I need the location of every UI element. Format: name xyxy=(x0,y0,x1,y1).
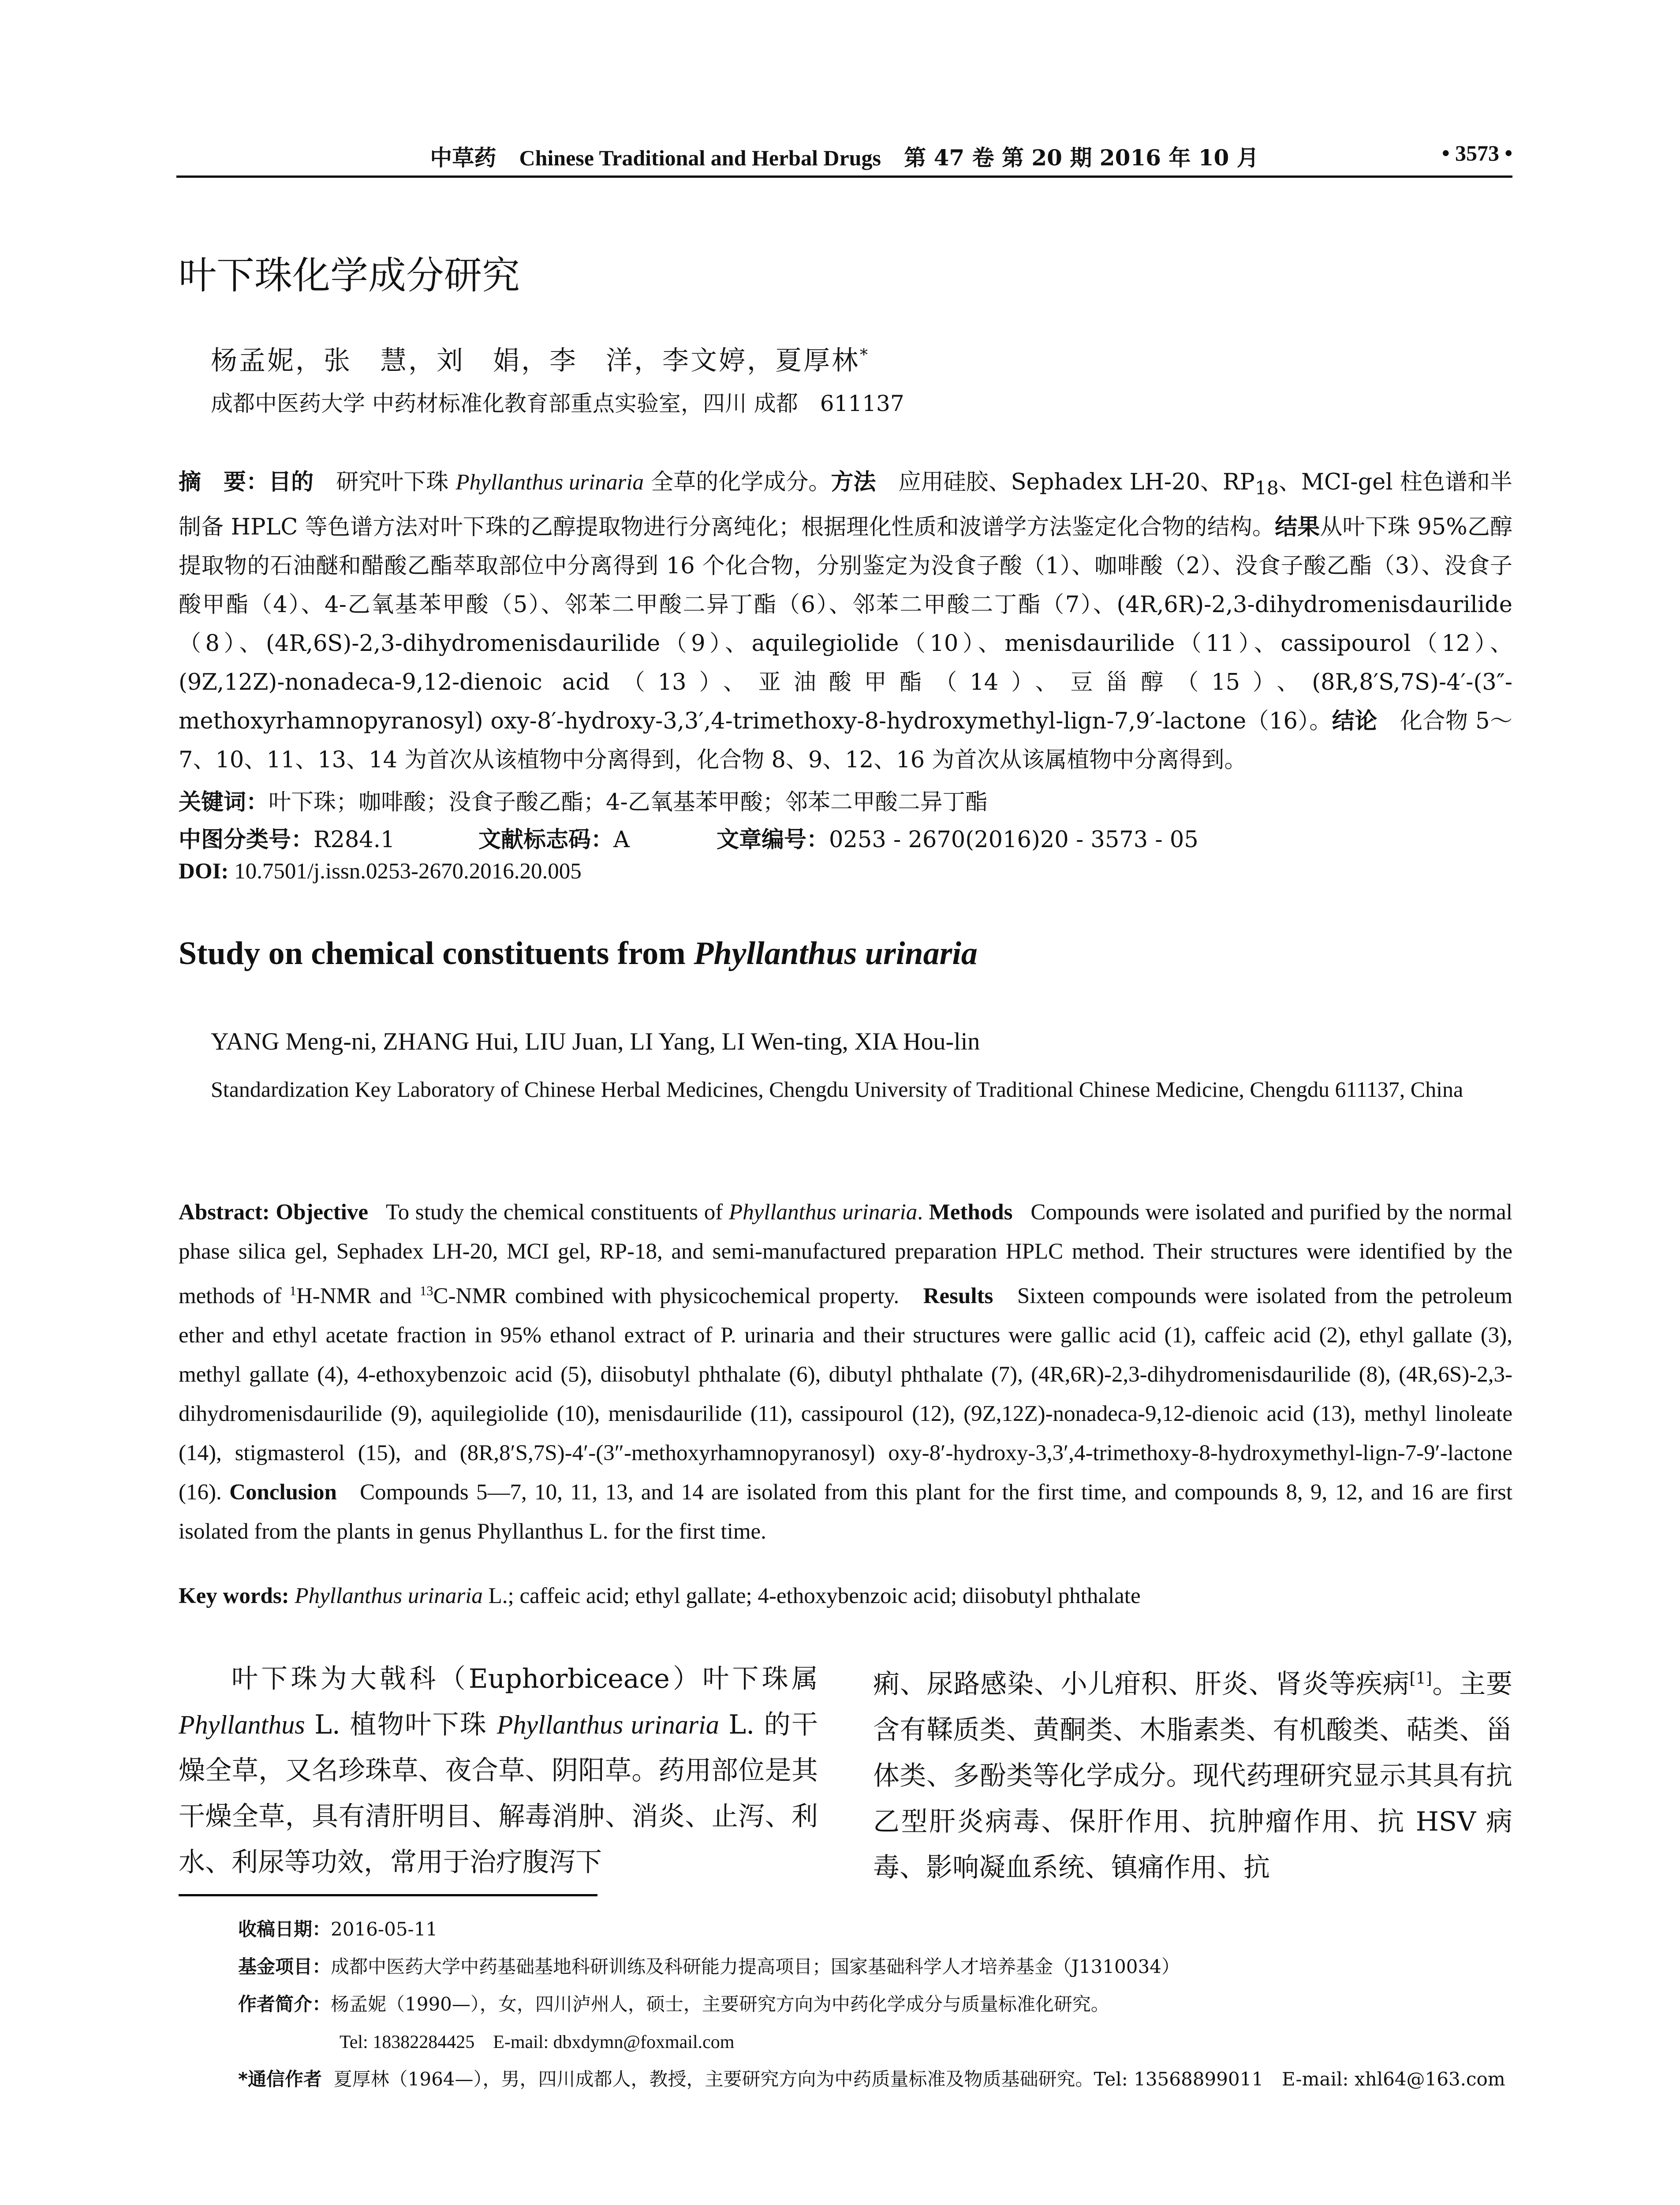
clc-label: 中图分类号： xyxy=(179,827,314,853)
objective-label-zh: 目的 xyxy=(269,469,314,495)
left-b: L. 植物叶下珠 xyxy=(305,1709,497,1740)
header-journal-cn: 中草药 xyxy=(430,145,497,171)
header-journal-line xyxy=(176,140,1512,172)
received-label: 收稿日期： xyxy=(238,1918,331,1940)
doc-code-label: 文献标志码： xyxy=(478,827,614,853)
left-genus: Phyllanthus xyxy=(179,1710,305,1739)
objective-species-zh: Phyllanthus urinaria xyxy=(455,470,644,495)
clc-value: R284.1 xyxy=(314,827,395,853)
left-species: Phyllanthus urinaria xyxy=(497,1710,719,1739)
results-text-en: Sixteen compounds were isolated from the petroleum ether and ethyl acetate fraction in 95% ethanol extract of P. urinaria and their structures were gallic acid (1), caffeic acid (2), ethyl gallate (3), methyl gallate (4), 4-ethoxybenzoic acid (5), diisobutyl phthalate (6), dibutyl phthalate (7), (4R,6R)-2,3-dihydromenisdaurilide (8), (4R,6S)-2,3-dihydromenisdaurilide (9), aquilegiolide (10), menisdaurilide (11), cassipourol (12), (9Z,12Z)-nonadeca-9,12-dienoic acid (13), methyl linoleate (14), stigmasterol (15), and (8R,8′S,7S)-4′-(3″-methoxyrhamnopyranosyl) oxy-8′-hydroxy-3,3′,4-trimethoxy-8-hydroxymethyl-lign-7-9′-lactone (16). xyxy=(179,1284,1512,1505)
objective-b-en: . xyxy=(917,1200,923,1225)
methods-a-zh: 应用硅胶、Sephadex LH-20、RP xyxy=(898,469,1255,495)
objective-species-en: Phyllanthus urinaria xyxy=(728,1200,918,1225)
affiliation-en: Standardization Key Laboratory of Chinese Herbal Medicines, Chengdu University of Traditional Chinese Medicine, Chengdu 611137, China xyxy=(211,1077,1463,1102)
keywords-species-en: Phyllanthus urinaria xyxy=(295,1584,483,1608)
methods-sup2-en: 13 xyxy=(419,1283,433,1298)
methods-sub-zh: 18 xyxy=(1254,478,1279,500)
conclusion-text-en: Compounds 5—7, 10, 11, 13, and 14 are isolated from this plant for the first time, and compounds 8, 9, 12, and 16 are first isolated from the plants in genus Phyllanthus L. for the first time. xyxy=(179,1480,1513,1544)
left-a: 叶下珠为大戟科（Euphorbiceace）叶下珠属 xyxy=(231,1663,818,1694)
title-en-a: Study on chemical constituents from xyxy=(179,935,694,972)
right-b: 。主要含有鞣质类、黄酮类、木脂素类、有机酸类、萜类、甾体类、多酚类等化学成分。现代药理研究显示其具有抗乙型肝炎病毒、保肝作用、抗肿瘤作用、抗 HSV 病毒、影响凝血系统、镇痛作用、抗 xyxy=(873,1669,1513,1883)
body-column-right xyxy=(873,1656,1512,1891)
methods-b-en: H-NMR and xyxy=(296,1284,420,1308)
footnote-corresponding xyxy=(238,2065,1505,2091)
abstract-label-zh: 摘 要： xyxy=(179,469,269,495)
keywords-rest-en: L.; caffeic acid; ethyl gallate; 4-ethoxybenzoic acid; diisobutyl phthalate xyxy=(482,1584,1141,1608)
abstract-label-en: Abstract: xyxy=(179,1200,270,1225)
affiliation-zh: 成都中医药大学 中药材标准化教育部重点实验室，四川 成都 611137 xyxy=(211,391,904,416)
header-rule xyxy=(176,176,1512,178)
results-text-zh: 从叶下珠 95%乙醇提取物的石油醚和醋酸乙酯萃取部位中分离得到 16 个化合物，分别鉴定为没食子酸（1）、咖啡酸（2）、没食子酸乙酯（3）、没食子酸甲酯（4）、4-乙氧基苯甲酸（5）、邻苯二甲酸二异丁酯（6）、邻苯二甲酸二丁酯（7）、(4R,6R)-2,3-dihydromenisdaurilide（8）、(4R,6S)-2,3-dihydromenisdaurilide（9）、aquilegiolide（10）、menisdaurilide（11）、cassipourol（12）、(9Z,12Z)-nonadeca-9,12-dienoic acid（13）、亚油酸甲酯（14）、豆甾醇（15）、(8R,8′S,7S)-4′-(3″-methoxyrhamnopyranosyl) oxy-8′-hydroxy-3,3′,4-trimethoxy-8-hydroxymethyl-lign-7,9′-lactone（16）。 xyxy=(179,514,1512,735)
conclusion-text-zh: 化合物 5～7、10、11、13、14 为首次从该植物中分离得到，化合物 8、9、12、16 为首次从该属植物中分离得到。 xyxy=(179,708,1512,774)
author-list-en: YANG Meng-ni, ZHANG Hui, LIU Juan, LI Yang, LI Wen-ting, XIA Hou-lin xyxy=(211,1028,980,1055)
methods-label-zh: 方法 xyxy=(831,469,876,495)
doi-label: DOI: xyxy=(179,859,229,884)
footnote-author xyxy=(238,1990,1109,2016)
header-page-number: • 3573 • xyxy=(1441,141,1512,165)
keywords-label-en: Key words: xyxy=(179,1584,289,1608)
fund-value: 成都中医药大学中药基础基地科研训练及科研能力提高项目；国家基础科学人才培养基金（J1310034） xyxy=(331,1956,1180,1977)
header-issue: 第 47 卷 第 20 期 2016 年 10 月 xyxy=(904,145,1259,171)
corresponding-value: 夏厚林（1964—），男，四川成都人，教授，主要研究方向为中药质量标准及物质基础研究。Tel: 13568899011 E-mail: xhl64@163.com xyxy=(333,2068,1505,2090)
results-label-en: Results xyxy=(923,1284,993,1308)
footnote-contact: Tel: 18382284425 E-mail: dbxdymn@foxmail.com xyxy=(340,2032,735,2052)
article-no-label: 文章编号： xyxy=(717,827,829,853)
footnote-rule xyxy=(179,1894,597,1896)
objective-b-zh: 全草的化学成分。 xyxy=(643,469,831,495)
classification-line xyxy=(179,821,1512,854)
objective-a-zh: 研究叶下珠 xyxy=(336,469,456,495)
methods-sup1-en: 1 xyxy=(289,1283,296,1298)
footnote-fund xyxy=(238,1952,1180,1979)
doi-value: 10.7501/j.issn.0253-2670.2016.20.005 xyxy=(234,859,582,884)
author-label: 作者简介： xyxy=(238,1993,331,2015)
abstract-zh xyxy=(179,463,1512,780)
doi-line xyxy=(179,859,582,884)
header-journal-en: Chinese Traditional and Herbal Drugs xyxy=(519,146,881,170)
body-column-left xyxy=(179,1656,818,1885)
received-value: 2016-05-11 xyxy=(331,1918,438,1940)
abstract-en xyxy=(179,1193,1512,1551)
keywords-label-zh: 关键词： xyxy=(179,789,269,815)
footnote-received xyxy=(238,1915,437,1941)
methods-a-en: Compounds were isolated and purified by the normal phase silica gel, Sephadex LH-20, MCI gel, RP-18, and semi-manufactured preparation HPLC method. Their structures were identified by the methods of xyxy=(179,1200,1512,1308)
authors-zh: 杨孟妮，张 慧，刘 娟，李 洋，李文婷，夏厚林 xyxy=(211,345,860,376)
left-c: L. 的干燥全草，又名珍珠草、夜合草、阴阳草。药用部位是其干燥全草，具有清肝明目、解毒消肿、消炎、止泻、利水、利尿等功效，常用于治疗腹泻下 xyxy=(179,1709,818,1878)
right-ref[interactable]: [1] xyxy=(1409,1670,1432,1688)
conclusion-label-en: Conclusion xyxy=(229,1480,337,1505)
objective-label-en: Objective xyxy=(276,1200,368,1225)
article-title-zh: 叶下珠化学成分研究 xyxy=(179,254,520,298)
running-header xyxy=(176,140,1512,171)
conclusion-label-zh: 结论 xyxy=(1332,708,1378,735)
results-label-zh: 结果 xyxy=(1275,514,1320,541)
doc-code-value: A xyxy=(613,827,630,853)
methods-c-en: C-NMR combined with physicochemical property. xyxy=(433,1284,900,1308)
corresponding-label: *通信作者 xyxy=(238,2068,322,2090)
fund-label: 基金项目： xyxy=(238,1956,331,1977)
methods-b-zh: 、MCI-gel 柱色谱和半制备 HPLC 等色谱方法对叶下珠的乙醇提取物进行分离纯化；根据理化性质和波谱学方法鉴定化合物的结构。 xyxy=(179,469,1512,541)
methods-label-en: Methods xyxy=(929,1200,1013,1225)
keywords-en xyxy=(179,1583,1512,1609)
title-en-species: Phyllanthus urinaria xyxy=(694,935,978,972)
keywords-text-zh: 叶下珠；咖啡酸；没食子酸乙酯；4-乙氧基苯甲酸；邻苯二甲酸二异丁酯 xyxy=(269,789,988,815)
objective-a-en: To study the chemical constituents of xyxy=(385,1200,729,1225)
author-list-zh xyxy=(211,340,870,377)
article-title-en xyxy=(179,935,978,972)
keywords-zh xyxy=(179,784,988,816)
article-no-value: 0253 - 2670(2016)20 - 3573 - 05 xyxy=(829,827,1198,853)
right-a: 痢、尿路感染、小儿疳积、肝炎、肾炎等疾病 xyxy=(873,1669,1410,1700)
corresponding-mark: * xyxy=(860,346,870,364)
author-value: 杨孟妮（1990—），女，四川泸州人，硕士，主要研究方向为中药化学成分与质量标准化研究。 xyxy=(331,1993,1109,2015)
